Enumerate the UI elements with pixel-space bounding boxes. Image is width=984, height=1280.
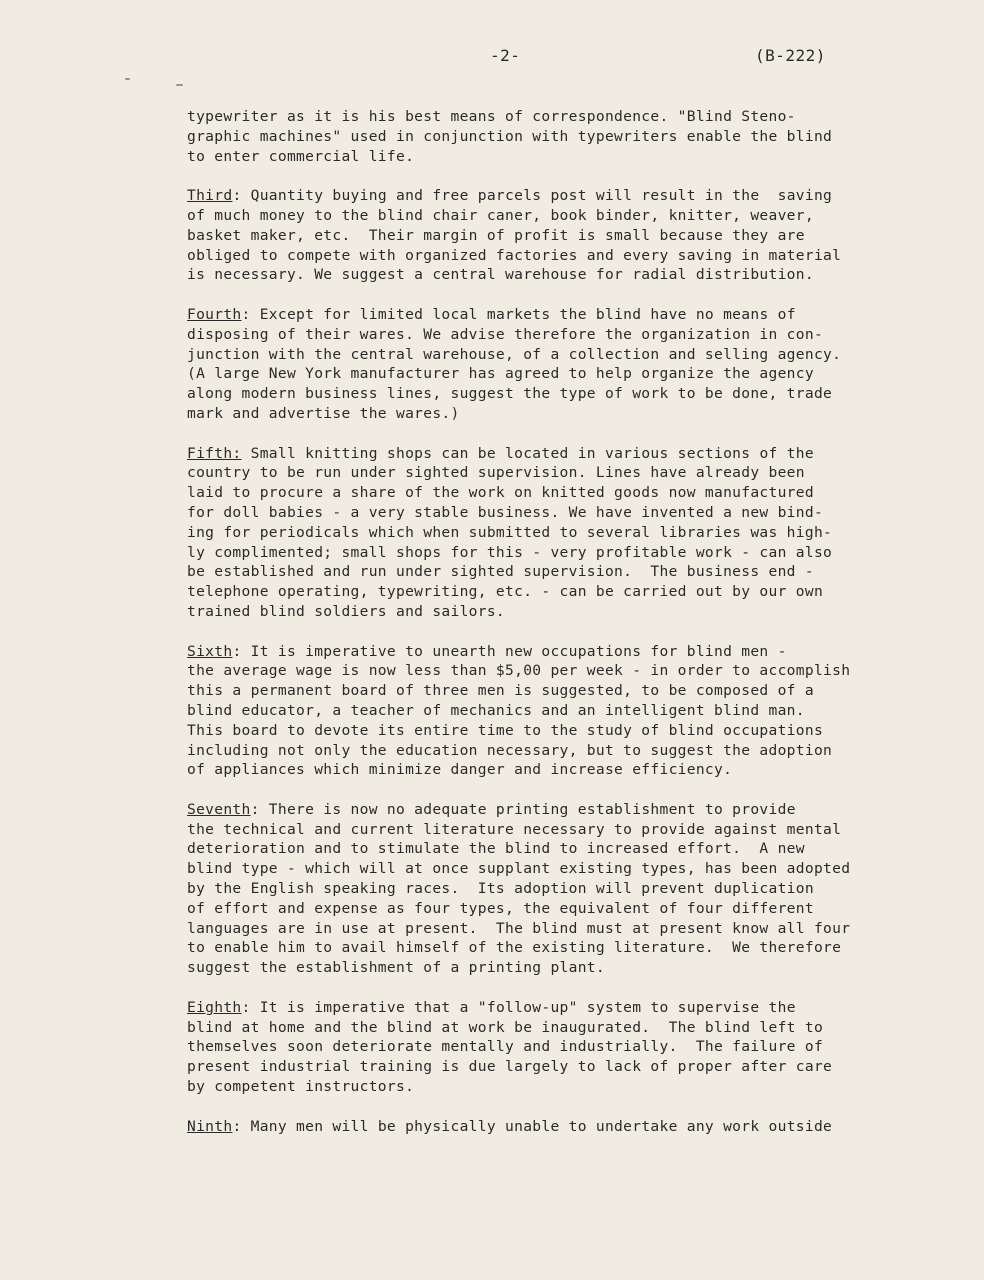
text-line	[187, 503, 927, 523]
text-line	[187, 721, 927, 741]
line-text: (A large New York manufacturer has agreed to help organize the agency	[187, 365, 814, 383]
paragraph-label: Third	[187, 187, 233, 205]
text-line	[187, 444, 927, 464]
text-line	[187, 384, 927, 404]
text-line	[187, 1037, 927, 1057]
line-text: trained blind soldiers and sailors.	[187, 602, 506, 620]
line-text: disposing of their wares. We advise therefore the organization in con-	[187, 325, 824, 343]
text-line	[187, 147, 927, 167]
text-line	[187, 958, 927, 978]
line-text: country to be run under sighted supervision. Lines have already been	[187, 464, 805, 482]
line-text: This board to devote its entire time to the study of blind occupations	[187, 721, 824, 739]
text-line	[187, 206, 927, 226]
text-line	[187, 820, 927, 840]
line-text: languages are in use at present. The blind must at present know all four	[187, 919, 851, 937]
line-text: graphic machines" used in conjunction with typewriters enable the blind	[187, 127, 833, 145]
text-line	[187, 919, 927, 939]
line-text: is necessary. We suggest a central warehouse for radial distribution.	[187, 266, 814, 284]
line-text: the average wage is now less than $5,00 per week - in order to accomplish	[187, 662, 851, 680]
document-body	[187, 107, 927, 1156]
text-line	[187, 463, 927, 483]
paragraph	[187, 998, 927, 1097]
paper-speck	[176, 84, 183, 86]
text-line	[187, 839, 927, 859]
line-text: suggest the establishment of a printing plant.	[187, 959, 605, 977]
text-line	[187, 938, 927, 958]
paragraph	[187, 107, 927, 166]
line-text: telephone operating, typewriting, etc. - can be carried out by our own	[187, 583, 824, 601]
text-line	[187, 364, 927, 384]
line-text: the technical and current literature necessary to provide against mental	[187, 820, 842, 838]
paragraph	[187, 642, 927, 781]
paragraph	[187, 444, 927, 622]
text-line	[187, 859, 927, 879]
text-line	[187, 483, 927, 503]
line-text: blind educator, a teacher of mechanics and an intelligent blind man.	[187, 701, 805, 719]
line-text: to enable him to avail himself of the existing literature. We therefore	[187, 939, 842, 957]
text-line	[187, 661, 927, 681]
text-line	[187, 1077, 927, 1097]
line-text: ing for periodicals which when submitted to several libraries was high-	[187, 523, 833, 541]
line-text: laid to procure a share of the work on knitted goods now manufactured	[187, 484, 814, 502]
line-text: by the English speaking races. Its adoption will prevent duplication	[187, 880, 814, 898]
paragraph-label: Sixth	[187, 642, 233, 660]
text-line	[187, 582, 927, 602]
text-line	[187, 186, 927, 206]
line-text: junction with the central warehouse, of a collection and selling agency.	[187, 345, 842, 363]
line-text: : Quantity buying and free parcels post will result in the saving	[232, 187, 833, 205]
text-line	[187, 899, 927, 919]
paragraph	[187, 305, 927, 424]
line-text: obliged to compete with organized factories and every saving in material	[187, 246, 842, 264]
line-text: for doll babies - a very stable business. We have invented a new bind-	[187, 503, 824, 521]
text-line	[187, 562, 927, 582]
line-text: this a permanent board of three men is suggested, to be composed of a	[187, 682, 814, 700]
text-line	[187, 305, 927, 325]
paragraph	[187, 186, 927, 285]
line-text: by competent instructors.	[187, 1078, 415, 1096]
line-text: mark and advertise the wares.)	[187, 404, 460, 422]
text-line	[187, 879, 927, 899]
line-text: : Many men will be physically unable to undertake any work outside	[232, 1117, 833, 1135]
text-line	[187, 246, 927, 266]
text-line	[187, 107, 927, 127]
text-line	[187, 345, 927, 365]
line-text: deterioration and to stimulate the blind to increased effort. A new	[187, 840, 805, 858]
line-text: typewriter as it is his best means of correspondence. "Blind Steno-	[187, 108, 796, 125]
paragraph	[187, 800, 927, 978]
text-line	[187, 642, 927, 662]
text-line	[187, 404, 927, 424]
line-text: of much money to the blind chair caner, book binder, knitter, weaver,	[187, 206, 814, 224]
line-text: basket maker, etc. Their margin of profit is small because they are	[187, 226, 805, 244]
text-line	[187, 265, 927, 285]
text-line	[187, 701, 927, 721]
paragraph	[187, 1117, 927, 1137]
line-text: blind type - which will at once supplant existing types, has been adopted	[187, 860, 851, 878]
line-text: including not only the education necessary, but to suggest the adoption	[187, 741, 833, 759]
line-text: : There is now no adequate printing establishment to provide	[250, 800, 796, 818]
line-text: : It is imperative to unearth new occupations for blind men -	[232, 642, 787, 660]
line-text: along modern business lines, suggest the type of work to be done, trade	[187, 385, 833, 403]
line-text: to enter commercial life.	[187, 147, 415, 165]
line-text: ly complimented; small shops for this - very profitable work - can also	[187, 543, 833, 561]
paragraph-label: Fifth:	[187, 444, 242, 462]
line-text: : Except for limited local markets the blind have no means of	[241, 305, 796, 323]
text-line	[187, 1057, 927, 1077]
line-text: : It is imperative that a "follow-up" system to supervise the	[241, 998, 796, 1016]
text-line	[187, 602, 927, 622]
text-line	[187, 998, 927, 1018]
paper-speck	[125, 78, 130, 80]
text-line	[187, 543, 927, 563]
line-text: blind at home and the blind at work be inaugurated. The blind left to	[187, 1018, 824, 1036]
text-line	[187, 1117, 927, 1137]
paragraph-label: Fourth	[187, 305, 242, 323]
paragraph-label: Ninth	[187, 1117, 233, 1135]
paragraph-label: Seventh	[187, 800, 251, 818]
text-line	[187, 741, 927, 761]
line-text: of appliances which minimize danger and increase efficiency.	[187, 761, 733, 779]
text-line	[187, 1018, 927, 1038]
text-line	[187, 760, 927, 780]
line-text: present industrial training is due largely to lack of proper after care	[187, 1058, 833, 1076]
line-text: of effort and expense as four types, the equivalent of four different	[187, 899, 814, 917]
text-line	[187, 226, 927, 246]
document-reference: (B-222)	[755, 46, 826, 65]
paragraph-label: Eighth	[187, 998, 242, 1016]
text-line	[187, 800, 927, 820]
text-line	[187, 523, 927, 543]
text-line	[187, 127, 927, 147]
line-text: themselves soon deteriorate mentally and industrially. The failure of	[187, 1038, 824, 1056]
line-text: Small knitting shops can be located in various sections of the	[241, 444, 814, 462]
text-line	[187, 325, 927, 345]
page-number: -2-	[490, 46, 521, 65]
line-text: be established and run under sighted supervision. The business end -	[187, 563, 814, 581]
text-line	[187, 681, 927, 701]
